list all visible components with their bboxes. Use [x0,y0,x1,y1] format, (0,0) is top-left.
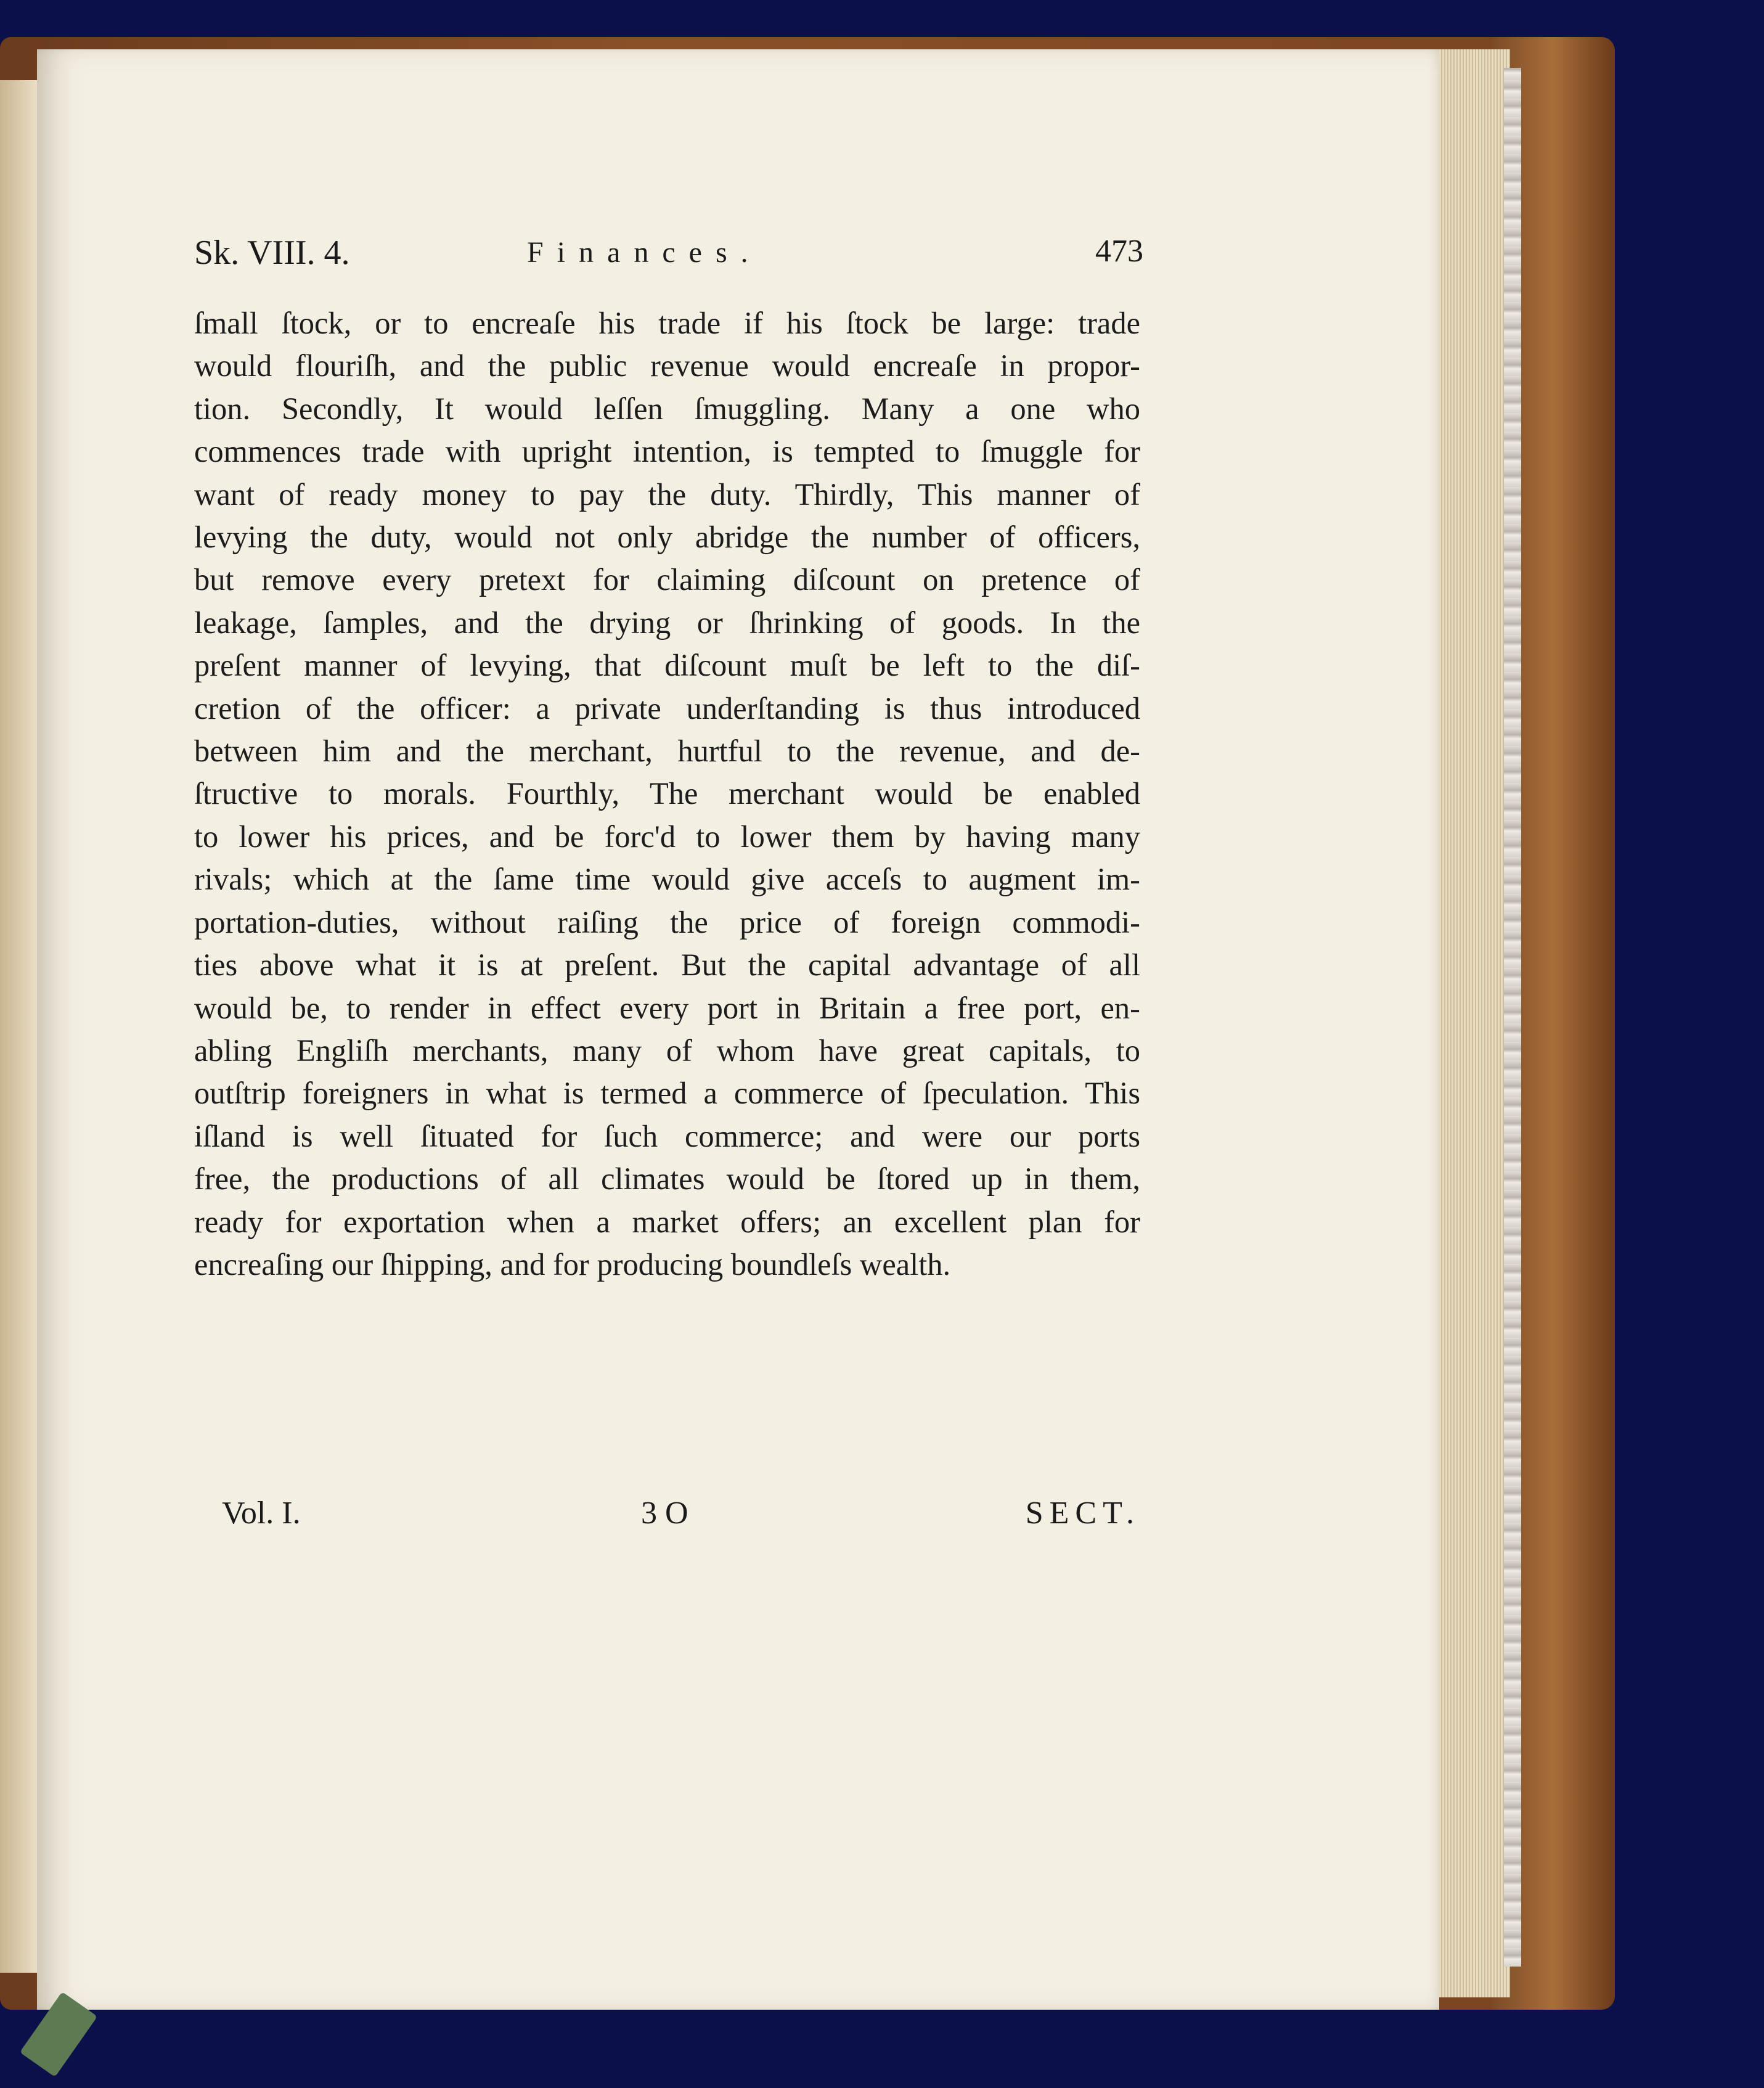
text-line: would be, to render in effect every port in Britain a free port, en- [194,990,1140,1025]
running-title: Finances. [527,236,762,269]
text-line: leakage, ſamples, and the drying or ſhrinking of goods. In the [194,605,1140,640]
body-text [194,302,1140,1286]
text-line: outſtrip foreigners in what is termed a commerce of ſpeculation. This [194,1076,1140,1111]
text-line: ſmall ſtock, or to encreaſe his trade if his ſtock be large: trade [194,306,1140,340]
marbled-edge [1504,68,1521,1967]
text-line: to lower his prices, and be forc'd to lower them by having many [194,819,1140,854]
text-line: ties above what it is at preſent. But the capital advantage of all [194,948,1140,983]
page-fore-edge [1436,49,1510,1997]
text-line: portation-duties, without raiſing the price of foreign commodi- [194,904,1140,940]
text-line: ſtructive to morals. Fourthly, The merchant would be enabled [194,776,1140,811]
text-line: encreaſing our ſhipping, and for producing boundleſs wealth. [194,1247,951,1282]
page-footer [222,1495,1140,1538]
text-line: tion. Secondly, It would leſſen ſmuggling. Many a one who [194,391,1140,426]
volume-mark: Vol. I. [222,1496,301,1531]
text-line: preſent manner of levying, that diſcount muſt be left to the diſ- [194,648,1140,683]
text-line: but remove every pretext for claiming diſcount on pretence of [194,562,1140,597]
text-line: would flouriſh, and the public revenue would encreaſe in propor- [194,348,1140,383]
text-line: ready for exportation when a market offers; an excellent plan for [194,1204,1140,1239]
text-line: free, the productions of all climates would be ſtored up in them, [194,1161,1140,1197]
signature-mark: 3 O [641,1496,688,1531]
page-header [194,233,1143,282]
text-line: cretion of the officer: a private underſtanding is thus introduced [194,690,1140,726]
text-line: levying the duty, would not only abridge the number of officers, [194,520,1140,555]
text-line: abling Engliſh merchants, many of whom have great capitals, to [194,1033,1140,1068]
text-line: commences trade with upright intention, is tempted to ſmuggle for [194,434,1140,469]
section-reference: Sk. VIII. 4. [194,234,350,272]
text-line: rivals; which at the ſame time would give acceſs to augment im- [194,862,1140,897]
page-number: 473 [1095,234,1143,269]
text-line: want of ready money to pay the duty. Thirdly, This manner of [194,477,1140,512]
facing-page-edge [0,80,37,1973]
text-line: iſland is well ſituated for ſuch commerce; and were our ports [194,1118,1140,1153]
catchword: SECT. [1025,1496,1140,1531]
text-line: between him and the merchant, hurtful to the revenue, and de- [194,734,1140,769]
